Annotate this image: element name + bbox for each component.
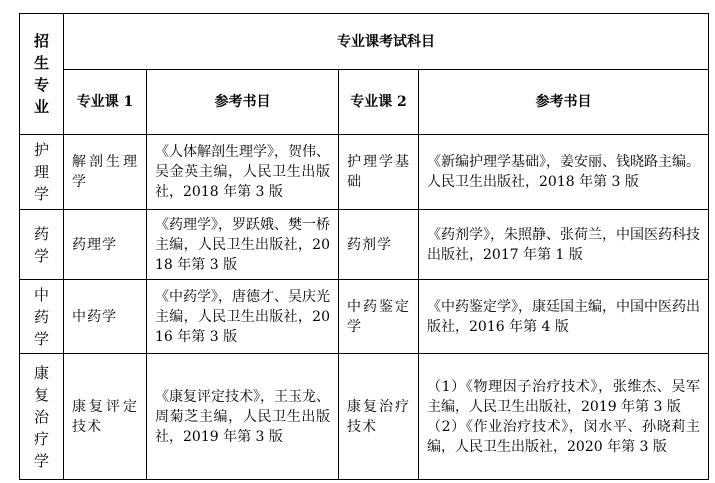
table-row <box>20 280 709 354</box>
table-row <box>20 354 709 480</box>
header-course-1: 专业课 1 <box>64 70 147 135</box>
course1-cell: 康复评定技术 <box>64 354 147 480</box>
header-major: 招生专业 <box>20 14 64 135</box>
header-books-2: 参考书目 <box>419 70 709 135</box>
book-entry-2: （2）《作业治疗技术》，闵水平、孙晓莉主编，人民卫生出版社，2020 年第 3 版 <box>427 418 700 455</box>
course2-cell: 药剂学 <box>339 210 419 280</box>
major-cell: 康复治疗学 <box>20 354 64 480</box>
course1-cell: 药理学 <box>64 210 147 280</box>
books1-cell: 《康复评定技术》，王玉龙、周菊芝主编，人民卫生出版社，2019 年第 3 版 <box>147 354 339 480</box>
course2-cell: 中药鉴定学 <box>339 280 419 354</box>
books2-cell: 《中药鉴定学》，康廷国主编，中国中医药出版社，2016 年第 4 版 <box>419 280 709 354</box>
books2-cell <box>419 354 709 480</box>
course2-cell: 护理学基础 <box>339 135 419 210</box>
major-cell: 药学 <box>20 210 64 280</box>
course2-cell: 康复治疗技术 <box>339 354 419 480</box>
books1-cell: 《中药学》，唐德才、吴庆光主编，人民卫生出版社，2016 年第 3 版 <box>147 280 339 354</box>
table-row <box>20 135 709 210</box>
exam-subjects-table <box>19 13 709 480</box>
header-course-2: 专业课 2 <box>339 70 419 135</box>
books1-cell: 《人体解剖生理学》，贺伟、吴金英主编，人民卫生出版社，2018 年第 3 版 <box>147 135 339 210</box>
books2-cell: 《新编护理学基础》，姜安丽、钱晓路主编。人民卫生出版社，2018 年第 3 版 <box>419 135 709 210</box>
header-exam-subjects: 专业课考试科目 <box>64 14 709 70</box>
major-cell: 护理学 <box>20 135 64 210</box>
books2-cell: 《药剂学》，朱照静、张荷兰，中国医药科技出版社，2017 年第 1 版 <box>419 210 709 280</box>
table-row <box>20 210 709 280</box>
book-entry-1: （1）《物理因子治疗技术》，张维杰、吴军主编，人民卫生出版社，2019 年第 3 版 <box>427 378 700 415</box>
course1-cell: 中药学 <box>64 280 147 354</box>
course1-cell: 解剖生理学 <box>64 135 147 210</box>
major-cell: 中药学 <box>20 280 64 354</box>
header-books-1: 参考书目 <box>147 70 339 135</box>
books1-cell: 《药理学》，罗跃娥、樊一桥主编，人民卫生出版社，2018 年第 3 版 <box>147 210 339 280</box>
